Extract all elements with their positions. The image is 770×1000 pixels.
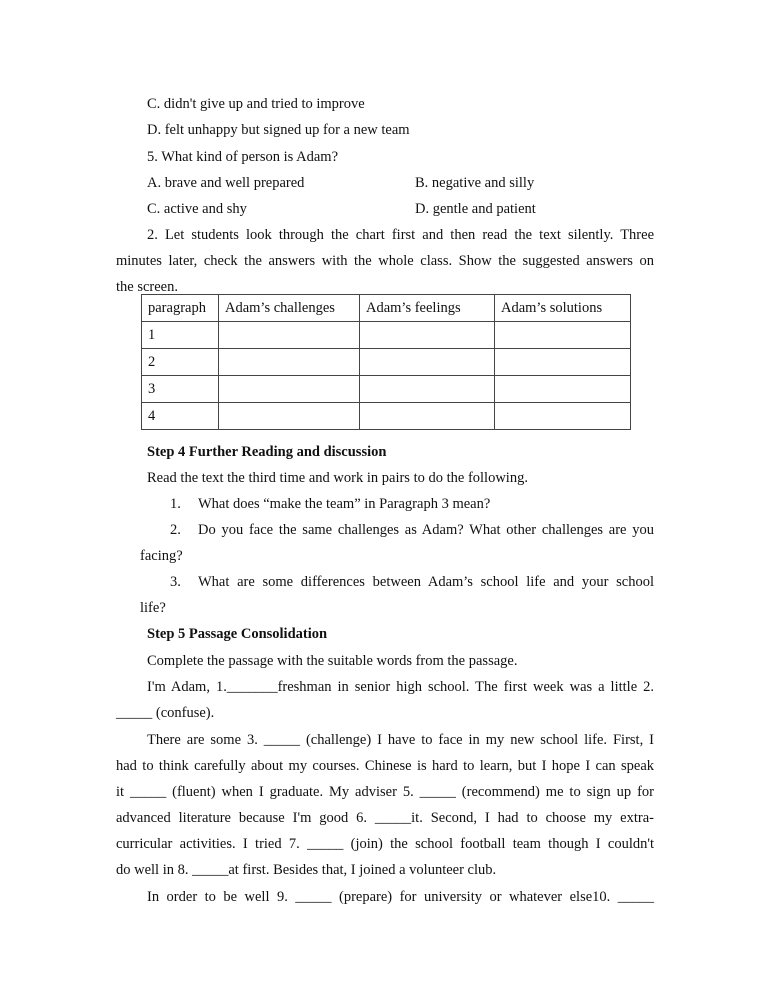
table-row: [142, 322, 631, 349]
task-2-line-2: minutes later, check the answers with the whole class. Show the suggested answers on: [116, 253, 654, 269]
step-4-intro: Read the text the third time and work in pairs to do the following.: [147, 470, 528, 486]
header-paragraph: paragraph: [142, 295, 219, 322]
header-feelings: Adam’s feelings: [360, 295, 495, 322]
answer-cell[interactable]: [360, 376, 495, 403]
question-5-option-c: C. active and shy: [147, 201, 247, 217]
passage-p3-line-1: In order to be well 9. _____ (prepare) for university or whatever else10. _____: [147, 889, 654, 905]
answer-cell[interactable]: [495, 349, 631, 376]
answer-cell[interactable]: [219, 322, 360, 349]
step-4-q2-continuation: facing?: [140, 548, 183, 564]
paragraph-number-cell: 1: [142, 322, 219, 349]
option-c-text: C. didn't give up and tried to improve: [147, 96, 365, 112]
table-row: [142, 349, 631, 376]
step-4-q2-number: 2.: [170, 522, 181, 538]
answer-cell[interactable]: [219, 349, 360, 376]
option-d-text: D. felt unhappy but signed up for a new team: [147, 122, 410, 138]
question-5-option-b: B. negative and silly: [415, 175, 535, 191]
passage-p2-line-4: advanced literature because I'm good 6. _____it. Second, I had to choose my extra-: [116, 810, 654, 826]
paragraph-number-cell: 3: [142, 376, 219, 403]
task-2-line-1: 2. Let students look through the chart first and then read the text silently. Three: [147, 227, 654, 243]
step-4-q2-text: Do you face the same challenges as Adam? What other challenges are you: [198, 522, 654, 538]
header-solutions: Adam’s solutions: [495, 295, 631, 322]
answer-cell[interactable]: [495, 376, 631, 403]
step-4-q3-continuation: life?: [140, 600, 166, 616]
passage-p2-line-6: do well in 8. _____at first. Besides that, I joined a volunteer club.: [116, 862, 497, 878]
passage-p2-line-3: it _____ (fluent) when I graduate. My adviser 5. _____ (recommend) me to sign up for: [116, 784, 654, 800]
table-row: [142, 403, 631, 430]
passage-p1-line-1: I'm Adam, 1._______freshman in senior high school. The first week was a little 2.: [147, 679, 654, 695]
passage-p2-line-5: curricular activities. I tried 7. _____ (join) the school football team though I couldn't: [116, 836, 654, 852]
passage-p1-line-2: _____ (confuse).: [116, 705, 215, 721]
step-4-q1-text: What does “make the team” in Paragraph 3 mean?: [198, 496, 491, 512]
answer-cell[interactable]: [219, 403, 360, 430]
table-header-row: [142, 295, 631, 322]
paragraph-number-cell: 2: [142, 349, 219, 376]
table-row: [142, 376, 631, 403]
question-5-option-d: D. gentle and patient: [415, 201, 536, 217]
step-4-q3-number: 3.: [170, 574, 181, 590]
reading-chart-table: [141, 294, 631, 430]
question-5-option-a: A. brave and well prepared: [147, 175, 305, 191]
question-5-prompt: 5. What kind of person is Adam?: [147, 149, 339, 165]
answer-cell[interactable]: [360, 322, 495, 349]
step-5-intro: Complete the passage with the suitable words from the passage.: [147, 653, 518, 669]
step-5-heading: Step 5 Passage Consolidation: [147, 626, 328, 642]
answer-cell[interactable]: [219, 376, 360, 403]
answer-cell[interactable]: [495, 322, 631, 349]
task-2-line-3: the screen.: [116, 279, 178, 295]
answer-cell[interactable]: [360, 349, 495, 376]
header-challenges: Adam’s challenges: [219, 295, 360, 322]
passage-p2-line-1: There are some 3. _____ (challenge) I have to face in my new school life. First, I: [147, 732, 654, 748]
paragraph-number-cell: 4: [142, 403, 219, 430]
passage-p2-line-2: had to think carefully about my courses. Chinese is hard to learn, but I hope I can speak: [116, 758, 654, 774]
step-4-q3-text: What are some differences between Adam’s school life and your school: [198, 574, 654, 590]
answer-cell[interactable]: [360, 403, 495, 430]
step-4-heading: Step 4 Further Reading and discussion: [147, 444, 387, 460]
answer-cell[interactable]: [495, 403, 631, 430]
step-4-q1-number: 1.: [170, 496, 181, 512]
